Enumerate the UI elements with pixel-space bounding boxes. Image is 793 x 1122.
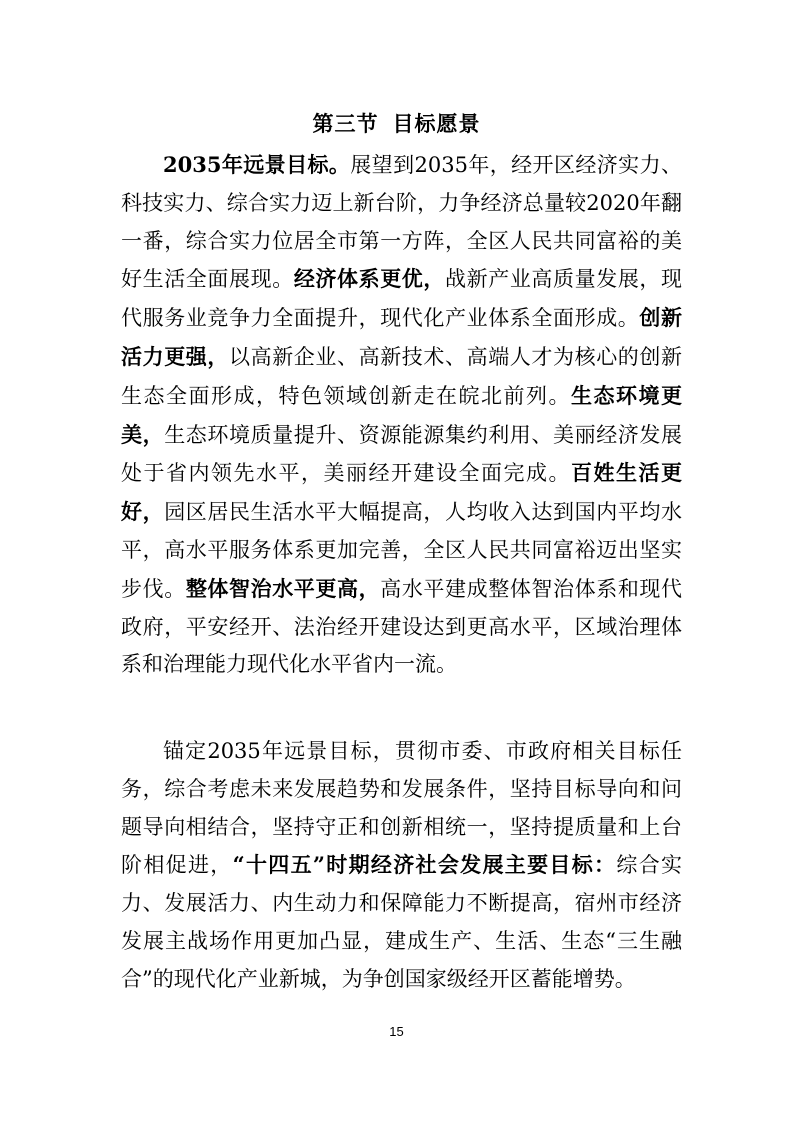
text-ecology: 生态环境质量提升、资源能源集约利用、美丽经济发展处于省内领先水平，美丽经开建设全面完成。 [121, 422, 683, 486]
text-goals-intro: 锚定2035年远景目标，贯彻市委、市政府相关目标任务，综合考虑未来发展趋势和发展条件，坚持目标导向和问题导向相结合，坚持守正和创新相统一，坚持提质量和上台阶相促进， [121, 739, 682, 878]
heading-2035-vision: 2035年远景目标。 [163, 152, 351, 177]
heading-ecology: 生态环境更美， [121, 382, 682, 447]
section-title [0, 108, 793, 138]
vision-paragraph [121, 146, 682, 684]
heading-livelihood: 百姓生活更好， [121, 460, 682, 525]
goals-paragraph [121, 733, 682, 999]
text-governance: 高水平建成整体智治体系和现代政府，平安经开、法治经开建设达到更高水平，区域治理体系和治理能力现代化水平省内一流。 [121, 576, 683, 677]
heading-14th-plan-goals: “十四五”时期经济社会发展主要目标： [232, 852, 617, 878]
section-name: 目标愿景 [392, 111, 481, 136]
page-number: 15 [389, 1024, 404, 1039]
text-economic-system: 战新产业高质量发展，现代服务业竞争力全面提升，现代化产业体系全面形成。 [121, 267, 683, 331]
text-innovation: 以高新企业、高新技术、高端人才为核心的创新生态全面形成，特色领域创新走在皖北前列。 [121, 344, 682, 408]
section-number: 第三节 [312, 111, 379, 136]
text-2035-vision: 展望到2035年，经开区经济实力、科技实力、综合实力迈上新台阶，力争经济总量较2020年翻一番，综合实力位居全市第一方阵，全区人民共同富裕的美好生活全面展现。 [121, 153, 682, 292]
heading-economic-system: 经济体系更优， [293, 266, 446, 292]
heading-governance: 整体智治水平更高， [185, 575, 381, 601]
heading-innovation: 创新活力更强， [121, 305, 683, 369]
text-livelihood: 园区居民生活水平大幅提高，人均收入达到国内平均水平，高水平服务体系更加完善，全区人民共同富裕迈出坚实步伐。 [121, 500, 683, 601]
text-14th-plan-goals: 综合实力、发展活力、内生动力和保障能力不断提高，宿州市经济发展主战场作用更加凸显，建成生产、生活、生态“三生融合”的现代化产业新城，为争创国家级经开区蓄能增势。 [121, 853, 683, 991]
